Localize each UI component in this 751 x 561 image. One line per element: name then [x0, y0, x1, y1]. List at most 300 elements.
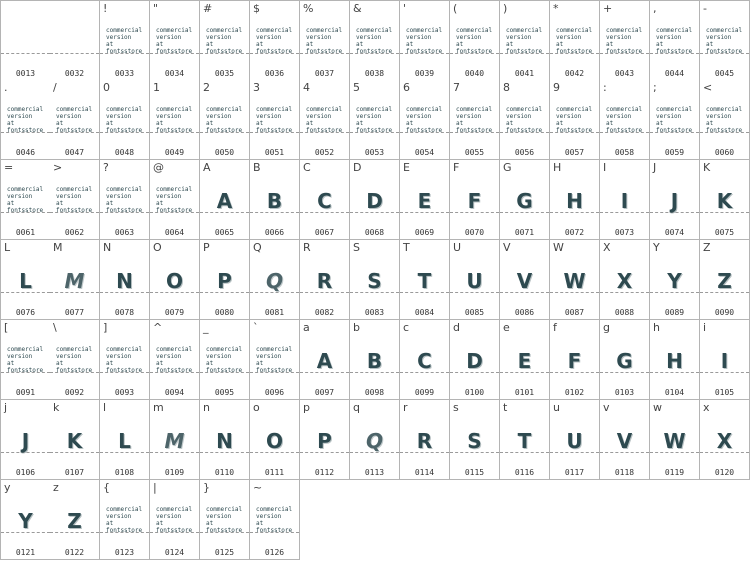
char-code: 0072	[564, 228, 585, 237]
glyph-cell-0047[interactable]	[50, 80, 100, 160]
notice-line: at	[606, 120, 614, 127]
glyph-cell-0040[interactable]	[450, 0, 500, 81]
char-code: 0054	[414, 148, 435, 157]
glyph-cell-0080[interactable]	[200, 240, 250, 320]
commercial-notice	[56, 346, 96, 374]
glyph-cell-0060[interactable]	[700, 80, 750, 160]
cell-key-label: 4	[303, 81, 310, 94]
glyph-cell-0053[interactable]	[350, 80, 400, 160]
commercial-notice	[406, 106, 446, 134]
notice-line: fontsstore	[256, 48, 293, 55]
char-code: 0041	[514, 69, 535, 78]
notice-line: fontsstore	[256, 127, 293, 134]
notice-line: commercial	[256, 346, 293, 353]
glyph-cell-0108[interactable]	[100, 400, 150, 480]
char-code: 0084	[414, 308, 435, 317]
glyph-cell-0038[interactable]	[350, 0, 400, 81]
glyph-cell-0117[interactable]	[550, 400, 600, 480]
glyph-preview: M	[164, 429, 185, 453]
glyph-cell-0107[interactable]	[50, 400, 100, 480]
notice-line: fontsstore	[106, 527, 143, 534]
char-code: 0040	[464, 69, 485, 78]
char-code: 0094	[164, 388, 185, 397]
glyph-cell-0079[interactable]	[150, 240, 200, 320]
commercial-notice	[406, 27, 446, 55]
char-code: 0126	[264, 548, 285, 557]
commercial-notice	[506, 27, 546, 55]
glyph-preview: C	[417, 349, 432, 373]
glyph-cell-0066[interactable]	[250, 160, 300, 240]
glyph-preview: J	[670, 189, 679, 213]
glyph-cell-0062[interactable]	[50, 160, 100, 240]
cell-key-label: V	[503, 241, 511, 254]
cell-key-label: N	[103, 241, 112, 254]
notice-line: fontsstore	[306, 127, 343, 134]
notice-line: version	[256, 34, 282, 41]
glyph-cell-0093[interactable]	[100, 320, 150, 400]
notice-line: version	[256, 353, 282, 360]
notice-line: at	[706, 120, 714, 127]
glyph-cell-0124[interactable]	[150, 480, 200, 560]
notice-line: at	[106, 360, 114, 367]
notice-line: version	[256, 113, 282, 120]
glyph-cell-0087[interactable]	[550, 240, 600, 320]
glyph-cell-0098[interactable]	[350, 320, 400, 400]
notice-line: at	[256, 41, 264, 48]
glyph-preview: B	[266, 189, 283, 213]
notice-line: commercial	[356, 106, 393, 113]
glyph-cell-0086[interactable]	[500, 240, 550, 320]
notice-line: at	[556, 41, 564, 48]
glyph-cell-0116[interactable]	[500, 400, 550, 480]
glyph-cell-0063[interactable]	[100, 160, 150, 240]
cell-key-label: r	[403, 401, 408, 414]
glyph-cell-0115[interactable]	[450, 400, 500, 480]
notice-line: fontsstore	[7, 367, 44, 374]
cell-key-label: ]	[103, 321, 108, 334]
glyph-cell-0101[interactable]	[500, 320, 550, 400]
notice-line: version	[56, 353, 82, 360]
notice-line: version	[156, 34, 182, 41]
glyph-cell-0048[interactable]	[100, 80, 150, 160]
glyph-preview: R	[416, 429, 433, 453]
char-code: 0071	[514, 228, 535, 237]
cell-key-label: T	[403, 241, 410, 254]
cell-key-label: e	[503, 321, 510, 334]
glyph-cell-0102[interactable]	[550, 320, 600, 400]
glyph-cell-0043[interactable]	[600, 0, 650, 81]
glyph-cell-0050[interactable]	[200, 80, 250, 160]
glyph-cell-0049[interactable]	[150, 80, 200, 160]
commercial-notice	[456, 106, 496, 134]
notice-line: version	[106, 193, 132, 200]
glyph-cell-0042[interactable]	[550, 0, 600, 81]
glyph-cell-0054[interactable]	[400, 80, 450, 160]
glyph-cell-0075[interactable]	[700, 160, 750, 240]
char-code: 0108	[114, 468, 135, 477]
notice-line: fontsstore	[706, 48, 743, 55]
char-code: 0119	[664, 468, 685, 477]
cell-key-label: /	[53, 81, 57, 94]
cell-key-label: F	[453, 161, 460, 174]
cell-key-label: E	[403, 161, 410, 174]
notice-line: at	[506, 120, 514, 127]
notice-line: commercial	[56, 186, 93, 193]
glyph-cell-0076[interactable]	[0, 240, 51, 320]
notice-line: at	[256, 360, 264, 367]
notice-line: fontsstore	[606, 48, 643, 55]
cell-key-label: f	[553, 321, 557, 334]
notice-line: version	[156, 113, 182, 120]
char-code: 0088	[614, 308, 635, 317]
glyph-cell-0110[interactable]	[200, 400, 250, 480]
commercial-notice	[106, 346, 146, 374]
notice-line: at	[656, 120, 664, 127]
char-code: 0089	[664, 308, 685, 317]
glyph-cell-0112[interactable]	[300, 400, 350, 480]
notice-line: fontsstore	[406, 127, 443, 134]
notice-line: fontsstore	[156, 127, 193, 134]
cell-key-label: M	[53, 241, 63, 254]
cell-key-label: x	[703, 401, 710, 414]
glyph-cell-0045[interactable]	[700, 0, 750, 81]
glyph-cell-0081[interactable]	[250, 240, 300, 320]
char-code: 0059	[664, 148, 685, 157]
glyph-cell-0092[interactable]	[50, 320, 100, 400]
notice-line: commercial	[106, 506, 143, 513]
baseline-divider	[50, 53, 99, 54]
char-code: 0046	[15, 148, 36, 157]
glyph-preview: D	[366, 189, 383, 213]
glyph-cell-0055[interactable]	[450, 80, 500, 160]
glyph-cell-0074[interactable]	[650, 160, 700, 240]
glyph-cell-0103[interactable]	[600, 320, 650, 400]
glyph-cell-0051[interactable]	[250, 80, 300, 160]
char-code: 0115	[464, 468, 485, 477]
glyph-cell-0126[interactable]	[250, 480, 300, 560]
glyph-cell-0078[interactable]	[100, 240, 150, 320]
glyph-cell-0068[interactable]	[350, 160, 400, 240]
notice-line: commercial	[356, 27, 393, 34]
notice-line: commercial	[106, 27, 143, 34]
glyph-cell-0083[interactable]	[350, 240, 400, 320]
glyph-cell-0105[interactable]	[700, 320, 750, 400]
glyph-cell-0090[interactable]	[700, 240, 750, 320]
notice-line: fontsstore	[256, 367, 293, 374]
char-code: 0073	[614, 228, 635, 237]
commercial-notice	[206, 346, 246, 374]
notice-line: version	[406, 34, 432, 41]
commercial-notice	[7, 346, 47, 374]
glyph-preview: Q	[265, 269, 283, 293]
char-code: 0082	[314, 308, 335, 317]
cell-key-label: 9	[553, 81, 560, 94]
char-code: 0051	[264, 148, 285, 157]
notice-line: version	[206, 113, 232, 120]
commercial-notice	[656, 106, 696, 134]
glyph-preview: S	[367, 269, 382, 293]
glyph-cell-0034[interactable]	[150, 0, 200, 81]
char-code: 0048	[114, 148, 135, 157]
glyph-cell-0099[interactable]	[400, 320, 450, 400]
cell-key-label: +	[603, 2, 613, 15]
glyph-cell-0065[interactable]	[200, 160, 250, 240]
cell-key-label: D	[353, 161, 362, 174]
glyph-cell-0059[interactable]	[650, 80, 700, 160]
char-code: 0103	[614, 388, 635, 397]
notice-line: commercial	[7, 186, 44, 193]
glyph-cell-0041[interactable]	[500, 0, 550, 81]
glyph-preview: C	[317, 189, 332, 213]
glyph-cell-0077[interactable]	[50, 240, 100, 320]
notice-line: version	[656, 34, 682, 41]
notice-line: commercial	[256, 506, 293, 513]
notice-line: version	[456, 34, 482, 41]
glyph-preview: I	[620, 189, 629, 213]
glyph-cell-0070[interactable]	[450, 160, 500, 240]
glyph-preview: J	[21, 429, 30, 453]
char-code: 0066	[264, 228, 285, 237]
glyph-cell-0097[interactable]	[300, 320, 350, 400]
glyph-cell-0052[interactable]	[300, 80, 350, 160]
glyph-preview: Y	[18, 509, 33, 533]
glyph-cell-0073[interactable]	[600, 160, 650, 240]
glyph-preview: A	[316, 349, 333, 373]
notice-line: commercial	[656, 27, 693, 34]
notice-line: version	[7, 193, 33, 200]
notice-line: at	[56, 200, 64, 207]
glyph-cell-0114[interactable]	[400, 400, 450, 480]
notice-line: at	[256, 120, 264, 127]
char-code: 0034	[164, 69, 185, 78]
glyph-cell-0039[interactable]	[400, 0, 450, 81]
char-code: 0067	[314, 228, 335, 237]
char-code: 0032	[64, 69, 85, 78]
notice-line: version	[306, 113, 332, 120]
char-code: 0112	[314, 468, 335, 477]
char-code: 0121	[15, 548, 36, 557]
glyph-cell-0058[interactable]	[600, 80, 650, 160]
glyph-cell-0033[interactable]	[100, 0, 150, 81]
glyph-cell-0104[interactable]	[650, 320, 700, 400]
notice-line: version	[156, 193, 182, 200]
glyph-cell-0100[interactable]	[450, 320, 500, 400]
char-code: 0039	[414, 69, 435, 78]
cell-key-label: *	[553, 2, 559, 15]
char-code: 0098	[364, 388, 385, 397]
glyph-preview: H	[566, 189, 583, 213]
notice-line: commercial	[256, 27, 293, 34]
glyph-preview: M	[64, 269, 85, 293]
char-code: 0087	[564, 308, 585, 317]
cell-key-label: w	[653, 401, 662, 414]
glyph-preview: W	[663, 429, 686, 453]
notice-line: version	[206, 353, 232, 360]
char-code: 0043	[614, 69, 635, 78]
glyph-cell-0056[interactable]	[500, 80, 550, 160]
char-code: 0125	[214, 548, 235, 557]
glyph-cell-0094[interactable]	[150, 320, 200, 400]
glyph-preview: X	[716, 429, 733, 453]
glyph-cell-0082[interactable]	[300, 240, 350, 320]
notice-line: at	[7, 360, 15, 367]
commercial-notice	[56, 186, 96, 214]
glyph-cell-0035[interactable]	[200, 0, 250, 81]
cell-key-label: X	[603, 241, 611, 254]
glyph-cell-0113[interactable]	[350, 400, 400, 480]
glyph-cell-0118[interactable]	[600, 400, 650, 480]
cell-key-label: i	[703, 321, 707, 334]
notice-line: at	[506, 41, 514, 48]
notice-line: fontsstore	[7, 127, 44, 134]
glyph-cell-0069[interactable]	[400, 160, 450, 240]
notice-line: at	[106, 200, 114, 207]
commercial-notice	[356, 106, 396, 134]
notice-line: fontsstore	[56, 207, 93, 214]
cell-key-label: 6	[403, 81, 410, 94]
notice-line: fontsstore	[456, 48, 493, 55]
notice-line: fontsstore	[156, 527, 193, 534]
glyph-preview: T	[517, 429, 532, 453]
glyph-cell-0106[interactable]	[0, 400, 51, 480]
glyph-cell-0044[interactable]	[650, 0, 700, 81]
glyph-cell-0122[interactable]	[50, 480, 100, 560]
char-code: 0109	[164, 468, 185, 477]
glyph-cell-0046[interactable]	[0, 80, 51, 160]
commercial-notice	[506, 106, 546, 134]
glyph-cell-0091[interactable]	[0, 320, 51, 400]
notice-line: version	[56, 113, 82, 120]
char-code: 0097	[314, 388, 335, 397]
commercial-notice	[206, 506, 246, 534]
glyph-cell-0120[interactable]	[700, 400, 750, 480]
glyph-cell-0037[interactable]	[300, 0, 350, 81]
glyph-preview: E	[417, 189, 432, 213]
notice-line: fontsstore	[356, 127, 393, 134]
glyph-cell-0096[interactable]	[250, 320, 300, 400]
notice-line: version	[106, 113, 132, 120]
notice-line: fontsstore	[256, 527, 293, 534]
glyph-cell-0089[interactable]	[650, 240, 700, 320]
glyph-cell-0111[interactable]	[250, 400, 300, 480]
cell-key-label: "	[153, 2, 159, 15]
notice-line: fontsstore	[206, 527, 243, 534]
notice-line: fontsstore	[206, 48, 243, 55]
cell-key-label: I	[603, 161, 607, 174]
notice-line: at	[406, 41, 414, 48]
glyph-cell-0125[interactable]	[200, 480, 250, 560]
char-code: 0104	[664, 388, 685, 397]
glyph-cell-0121[interactable]	[0, 480, 51, 560]
char-code: 0123	[114, 548, 135, 557]
glyph-cell-0085[interactable]	[450, 240, 500, 320]
glyph-preview: F	[467, 189, 482, 213]
glyph-cell-0071[interactable]	[500, 160, 550, 240]
notice-line: at	[156, 360, 164, 367]
notice-line: fontsstore	[156, 367, 193, 374]
char-code: 0081	[264, 308, 285, 317]
notice-line: version	[606, 113, 632, 120]
glyph-cell-0064[interactable]	[150, 160, 200, 240]
notice-line: fontsstore	[606, 127, 643, 134]
char-code: 0052	[314, 148, 335, 157]
glyph-cell-0088[interactable]	[600, 240, 650, 320]
notice-line: at	[556, 120, 564, 127]
char-code: 0086	[514, 308, 535, 317]
notice-line: commercial	[456, 106, 493, 113]
char-code: 0085	[464, 308, 485, 317]
char-code: 0078	[114, 308, 135, 317]
notice-line: version	[106, 353, 132, 360]
notice-line: at	[206, 41, 214, 48]
glyph-cell-0119[interactable]	[650, 400, 700, 480]
notice-line: version	[706, 113, 732, 120]
glyph-preview: P	[317, 429, 332, 453]
glyph-preview: K	[716, 189, 733, 213]
cell-key-label: >	[53, 161, 63, 174]
notice-line: at	[156, 200, 164, 207]
notice-line: commercial	[7, 346, 44, 353]
glyph-cell-0067[interactable]	[300, 160, 350, 240]
glyph-cell-0123[interactable]	[100, 480, 150, 560]
cell-key-label: 5	[353, 81, 360, 94]
char-code: 0049	[164, 148, 185, 157]
glyph-preview: T	[417, 269, 432, 293]
char-code: 0035	[214, 69, 235, 78]
notice-line: version	[206, 34, 232, 41]
glyph-cell-0061[interactable]	[0, 160, 51, 240]
notice-line: at	[456, 120, 464, 127]
cell-key-label: Y	[653, 241, 660, 254]
notice-line: commercial	[256, 106, 293, 113]
notice-line: at	[56, 360, 64, 367]
notice-line: commercial	[156, 106, 193, 113]
char-code: 0113	[364, 468, 385, 477]
char-code: 0042	[564, 69, 585, 78]
glyph-cell-0095[interactable]	[200, 320, 250, 400]
cell-key-label: ,	[653, 2, 657, 15]
notice-line: commercial	[206, 346, 243, 353]
cell-key-label: O	[153, 241, 162, 254]
char-code: 0038	[364, 69, 385, 78]
glyph-cell-0057[interactable]	[550, 80, 600, 160]
char-code: 0095	[214, 388, 235, 397]
char-code: 0045	[714, 69, 735, 78]
cell-key-label: {	[103, 481, 110, 494]
notice-line: commercial	[206, 27, 243, 34]
glyph-cell-0036[interactable]	[250, 0, 300, 81]
glyph-cell-0109[interactable]	[150, 400, 200, 480]
glyph-preview: O	[265, 429, 283, 453]
notice-line: commercial	[406, 106, 443, 113]
cell-key-label: %	[303, 2, 314, 15]
glyph-preview: W	[563, 269, 586, 293]
notice-line: commercial	[556, 106, 593, 113]
glyph-cell-0013[interactable]	[0, 0, 51, 81]
commercial-notice	[456, 27, 496, 55]
char-code: 0124	[164, 548, 185, 557]
glyph-cell-0072[interactable]	[550, 160, 600, 240]
char-code: 0079	[164, 308, 185, 317]
notice-line: fontsstore	[556, 48, 593, 55]
glyph-preview: L	[19, 269, 32, 293]
glyph-cell-0084[interactable]	[400, 240, 450, 320]
glyph-cell-0032[interactable]	[50, 0, 100, 81]
notice-line: at	[406, 120, 414, 127]
notice-line: fontsstore	[106, 127, 143, 134]
notice-line: version	[106, 513, 132, 520]
commercial-notice	[106, 186, 146, 214]
